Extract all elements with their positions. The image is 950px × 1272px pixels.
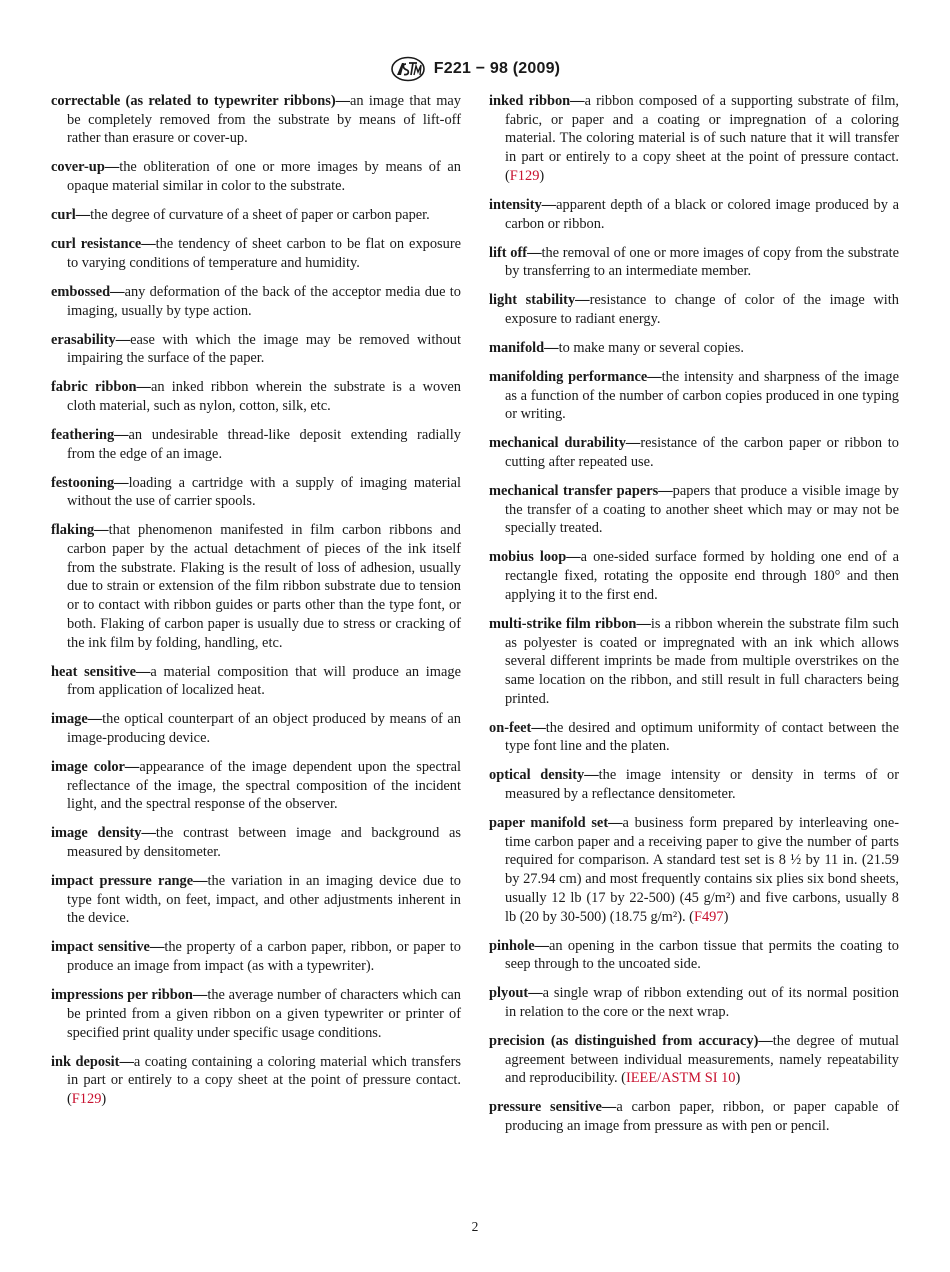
glossary-entry bbox=[51, 206, 461, 225]
glossary-entry bbox=[489, 1098, 899, 1135]
glossary-entry bbox=[489, 766, 899, 803]
glossary-definition: the variation in an imaging device due to type font width, on feet, impact, and other adjustments inherent in the device. bbox=[67, 873, 461, 927]
astm-logo-icon bbox=[390, 56, 426, 82]
glossary-definition: an image that may be completely removed from the substrate by means of lift-off rather than erasure or cover-up. bbox=[67, 93, 461, 147]
glossary-definition: an inked ribbon wherein the substrate is a woven cloth material, such as nylon, cotton, silk, etc. bbox=[67, 379, 462, 414]
glossary-term: mechanical durability— bbox=[489, 435, 641, 452]
left-column bbox=[51, 92, 461, 1119]
document-designation: F221 − 98 (2009) bbox=[433, 60, 561, 77]
glossary-definition: the degree of mutual agreement between individual measurements, namely repeatability and reproducibility. ( bbox=[505, 1032, 899, 1087]
glossary-entry bbox=[51, 331, 461, 368]
glossary-definition: the property of a carbon paper, ribbon, or paper to produce an image from impact (as with a typewriter). bbox=[67, 939, 461, 975]
page-number: 2 bbox=[471, 1219, 479, 1234]
glossary-definition: the degree of curvature of a sheet of paper or carbon paper. bbox=[90, 207, 430, 224]
glossary-definition: a carbon paper, ribbon, or paper capable of producing an image from pressure as with pen or pencil. bbox=[505, 1099, 899, 1135]
glossary-definition: a single wrap of ribbon extending out of its normal position in relation to the core or the next wrap. bbox=[505, 985, 899, 1020]
glossary-term: intensity— bbox=[489, 196, 557, 213]
glossary-entry bbox=[489, 548, 899, 604]
glossary-entry bbox=[51, 1053, 461, 1109]
glossary-entry bbox=[51, 378, 461, 415]
glossary-term: cover-up— bbox=[51, 159, 120, 176]
glossary-term: embossed— bbox=[51, 283, 125, 300]
glossary-entry bbox=[51, 663, 461, 700]
glossary-entry bbox=[51, 986, 461, 1042]
glossary-term: curl— bbox=[51, 207, 91, 224]
reference-close: ) bbox=[735, 1070, 741, 1087]
glossary-definition: a material composition that will produce an image from application of localized heat. bbox=[67, 663, 461, 699]
glossary-definition: the optical counterpart of an object produced by means of an image-producing device. bbox=[67, 711, 461, 746]
glossary-term: image— bbox=[51, 711, 103, 728]
glossary-definition: the intensity and sharpness of the image as a function of the number of carbon copies produced in one typing or writing. bbox=[505, 368, 899, 423]
standard-reference-link[interactable]: F129 bbox=[71, 1090, 102, 1107]
glossary-definition: is a ribbon wherein the substrate film such as polyester is coated or impregnated with an ink which allows several different imprints be made from multiple overstrikes on the same location on the ribbon, and still result in full characters being printed. bbox=[505, 615, 900, 707]
glossary-term: mobius loop— bbox=[489, 549, 581, 566]
glossary-definition: resistance to change of color of the image with exposure to radiant energy. bbox=[505, 292, 899, 327]
glossary-definition: a ribbon composed of a supporting substrate of film, fabric, or paper and a coating or impregnation of a coloring material. The coloring material is of such nature that it will transfer in part or entirely to a copy sheet at the point of pressure contact. ( bbox=[505, 93, 899, 184]
glossary-entry bbox=[489, 368, 899, 424]
glossary-term: impact sensitive— bbox=[51, 939, 165, 956]
glossary-entry bbox=[489, 434, 899, 471]
glossary-definition: a one-sided surface formed by holding one end of a rectangle fixed, rotating the opposite end through 180° and then applying it to the first end. bbox=[505, 549, 899, 603]
glossary-term: mechanical transfer papers— bbox=[489, 483, 673, 500]
glossary-term: lift off— bbox=[489, 244, 542, 261]
glossary-entry bbox=[51, 92, 461, 148]
glossary-definition: the average number of characters which can be printed from a given ribbon on a given typewriter or printer of specified print quality under specific usage conditions. bbox=[67, 987, 461, 1041]
glossary-term: pinhole— bbox=[489, 937, 549, 954]
glossary-term: pressure sensitive— bbox=[489, 1099, 617, 1116]
glossary-entry bbox=[489, 1032, 899, 1088]
glossary-term: on-feet— bbox=[489, 719, 546, 736]
glossary-entry bbox=[489, 719, 899, 756]
glossary-term: paper manifold set— bbox=[489, 815, 623, 832]
glossary-definition: the desired and optimum uniformity of contact between the type font line and the platen. bbox=[505, 719, 899, 755]
glossary-term: manifolding performance— bbox=[489, 368, 662, 385]
glossary-term: flaking— bbox=[51, 522, 109, 539]
reference-close: ) bbox=[101, 1090, 107, 1107]
glossary-entry bbox=[51, 521, 461, 652]
glossary-term: impressions per ribbon— bbox=[51, 987, 208, 1004]
glossary-definition: a business form prepared by interleaving one-time carbon paper and a receiving paper to give the number of parts required for comparison. A standard test set is 8 ½ by 11 in. (21.59 by 27.94 cm) and most frequently contains six plies six bond sheets, usually 12 lb (17 by 22-500) (45 g/m²) and five carbons, usually 8 lb (20 by 30-500) (18.75 g/m²). ( bbox=[505, 815, 899, 925]
glossary-entry bbox=[51, 938, 461, 975]
glossary-entry bbox=[489, 482, 899, 538]
glossary-term: plyout— bbox=[489, 985, 543, 1002]
page-header bbox=[0, 56, 950, 82]
glossary-term: erasability— bbox=[51, 331, 131, 348]
reference-close: ) bbox=[539, 167, 545, 184]
glossary-definition: ease with which the image may be removed without impairing the surface of the paper. bbox=[67, 331, 461, 367]
glossary-term: light stability— bbox=[489, 292, 590, 309]
glossary-term: curl resistance— bbox=[51, 236, 156, 253]
glossary-entry bbox=[51, 235, 461, 272]
glossary-term: precision (as distinguished from accuracy)— bbox=[489, 1032, 773, 1049]
glossary-entry bbox=[51, 474, 461, 511]
glossary-entry bbox=[489, 244, 899, 281]
glossary-entry bbox=[51, 758, 461, 814]
glossary-definition: an undesirable thread-like deposit extending radially from the edge of an image. bbox=[67, 426, 461, 462]
glossary-definition: loading a cartridge with a supply of imaging material without the use of carrier spools. bbox=[67, 474, 461, 510]
glossary-entry bbox=[489, 291, 899, 328]
glossary-entry bbox=[51, 158, 461, 195]
right-column bbox=[489, 92, 899, 1146]
glossary-term: heat sensitive— bbox=[51, 663, 151, 680]
glossary-entry bbox=[489, 92, 899, 186]
glossary-term: image density— bbox=[51, 825, 156, 842]
glossary-definition: a coating containing a coloring material which transfers in part or entirely to a copy sheet at the point of pressure contact. ( bbox=[67, 1053, 461, 1107]
glossary-entry bbox=[489, 196, 899, 233]
glossary-entry bbox=[489, 339, 899, 358]
glossary-definition: apparent depth of a black or colored image produced by a carbon or ribbon. bbox=[505, 196, 899, 232]
glossary-term: image color— bbox=[51, 758, 140, 775]
glossary-definition: the obliteration of one or more images by means of an opaque material similar in color to the substrate. bbox=[67, 159, 461, 195]
glossary-entry bbox=[51, 426, 461, 463]
glossary-definition: to make many or several copies. bbox=[558, 339, 744, 356]
glossary-definition: papers that produce a visible image by the transfer of a coating to another sheet which may or may not be specially treated. bbox=[505, 483, 899, 537]
glossary-definition: appearance of the image dependent upon the spectral reflectance of the image, the spectral composition of the incident light, and the spectral response of the observer. bbox=[67, 758, 462, 813]
glossary-term: ink deposit— bbox=[51, 1053, 134, 1070]
glossary-entry bbox=[51, 283, 461, 320]
glossary-definition: the image intensity or density in terms of or measured by a reflectance densitometer. bbox=[505, 767, 899, 803]
glossary-term: optical density— bbox=[489, 767, 599, 784]
glossary-term: impact pressure range— bbox=[51, 873, 208, 890]
glossary-definition: the tendency of sheet carbon to be flat on exposure to varying conditions of temperature and humidity. bbox=[67, 236, 461, 271]
glossary-definition: that phenomenon manifested in film carbon ribbons and carbon paper by the actual detachment of pieces of the ink itself from the substrate. Flaking is the result of loss of adhesion, usually due to strain or extension of the film ribbon substrate due to tension or to contact with ribbon guides or parts other than the type font, or both. Flaking of carbon paper is usually due to stress or cracking of the ink film by folding, handling, etc. bbox=[67, 522, 461, 651]
standard-reference-link[interactable]: F497 bbox=[693, 908, 724, 925]
glossary-definition: any deformation of the back of the acceptor media due to imaging, usually by type action. bbox=[67, 283, 461, 319]
glossary-entry bbox=[489, 937, 899, 974]
glossary-entry bbox=[51, 710, 461, 747]
glossary-definition: the contrast between image and background as measured by densitometer. bbox=[67, 825, 461, 861]
glossary-term: multi-strike film ribbon— bbox=[489, 615, 651, 632]
glossary-entry bbox=[489, 615, 899, 709]
glossary-term: fabric ribbon— bbox=[51, 379, 151, 396]
glossary-definition: an opening in the carbon tissue that permits the coating to seep through to the uncoated side. bbox=[505, 937, 899, 973]
glossary-term: festooning— bbox=[51, 474, 129, 491]
glossary-term: manifold— bbox=[489, 339, 559, 356]
glossary-term: feathering— bbox=[51, 426, 129, 443]
glossary-definition: the removal of one or more images of copy from the substrate by transferring to an intermediate member. bbox=[505, 244, 899, 280]
glossary-entry bbox=[51, 824, 461, 861]
glossary-entry bbox=[51, 872, 461, 928]
glossary-entry bbox=[489, 984, 899, 1021]
glossary-entry bbox=[489, 814, 899, 926]
glossary-term: inked ribbon— bbox=[489, 93, 585, 109]
standard-reference-link[interactable]: IEEE/ASTM SI 10 bbox=[625, 1070, 736, 1087]
glossary-definition: resistance of the carbon paper or ribbon to cutting after repeated use. bbox=[505, 435, 900, 471]
reference-close: ) bbox=[723, 908, 729, 925]
glossary-term: correctable (as related to typewriter ribbons)— bbox=[51, 93, 351, 109]
standard-reference-link[interactable]: F129 bbox=[509, 167, 540, 184]
